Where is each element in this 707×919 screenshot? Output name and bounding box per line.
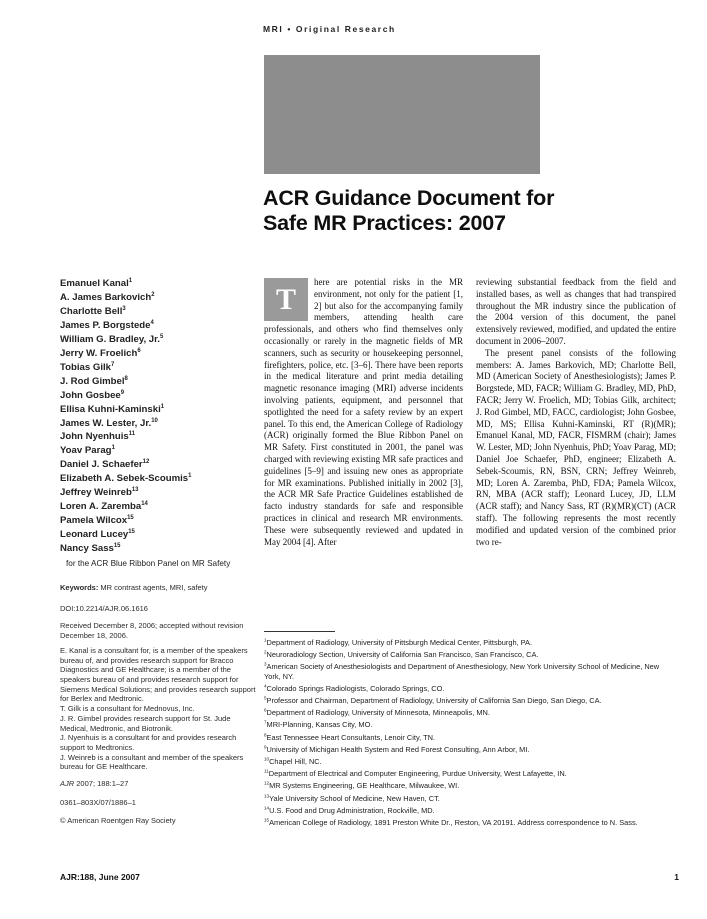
footnote-text: Department of Electrical and Computer Engineering, Purdue University, West Lafayette, IN. <box>268 769 567 779</box>
citation-volume-pages: 2007; 188:1–27 <box>74 779 129 789</box>
footnote-number: 13 <box>264 793 270 799</box>
keywords-value: MR contrast agents, MRI, safety <box>98 583 208 593</box>
body-paragraph-continuation: reviewing substantial feedback from the field and installed bases, as well as changes that had transpired throughout the MR industry since the publication of the 2004 version of this document, the panel extensively reviewed, modified, and updated the entire document in 2006–2007. <box>476 277 676 346</box>
article-title-line1: ACR Guidance Document for <box>263 186 555 210</box>
running-head: MRI • Original Research <box>263 24 396 34</box>
footnote-number: 2 <box>264 649 267 655</box>
affiliation-footnote <box>264 638 676 647</box>
disclosure-note: T. Gilk is a consultant for Mednovus, Inc. <box>60 704 195 714</box>
author-affiliation-superscript: 13 <box>131 487 139 494</box>
footnote-number: 6 <box>264 707 267 713</box>
dropcap-box <box>264 278 308 321</box>
footnote-text: Professor and Chairman, Department of Radiology, University of California San Diego, San Diego, CA. <box>266 696 602 706</box>
citation-line <box>60 779 258 789</box>
author-name <box>60 528 258 542</box>
author-list <box>60 277 258 556</box>
author-name <box>60 417 258 431</box>
footnote-text: Department of Radiology, University of Minnesota, Minneapolis, MN. <box>266 708 490 718</box>
author-name-text: Elizabeth A. Sebek-Scoumis <box>60 473 189 485</box>
affiliation-footnote <box>264 696 676 705</box>
page-number: 1 <box>674 872 679 882</box>
author-affiliation-superscript: 14 <box>141 501 148 508</box>
disclosure-notes <box>60 646 258 772</box>
author-name <box>60 500 258 514</box>
panel-note: for the ACR Blue Ribbon Panel on MR Safety <box>66 559 231 569</box>
footnote-number: 11 <box>264 768 269 774</box>
issn-line: 0361–803X/07/1886–1 <box>60 797 136 807</box>
footnote-text: American College of Radiology, 1891 Preston White Dr., Reston, VA 20191. Address correspondence to N. Sass. <box>269 817 638 827</box>
author-name <box>60 542 258 556</box>
author-name <box>60 514 258 528</box>
citation-journal-name: AJR <box>60 779 75 789</box>
disclosure-note: E. Kanal is a consultant for, is a member of the speakers bureau of, and provides research support for Bracco Diagnostics and GE Healthcare; is a member of the speakers bureau of and provides research support for Siemens Medical Solutions; and provides research support for Berlex and Medtronic. <box>60 645 256 704</box>
affiliation-footnote <box>264 708 676 717</box>
author-name <box>60 486 258 500</box>
affiliation-footnote <box>264 745 676 754</box>
author-name <box>60 347 258 361</box>
footnote-text: Chapel Hill, NC. <box>269 756 322 766</box>
affiliation-footnote <box>264 684 676 693</box>
author-affiliation-superscript: 9 <box>120 389 125 396</box>
article-title-line2: Safe MR Practices: 2007 <box>263 211 506 235</box>
author-affiliation-superscript: 2 <box>151 291 155 298</box>
author-name <box>60 375 258 389</box>
affiliation-footnote <box>264 757 676 766</box>
footnote-text: Department of Radiology, University of Pittsburgh Medical Center, Pittsburgh, PA. <box>266 638 533 647</box>
footnote-number: 10 <box>264 756 270 762</box>
copyright-line: © American Roentgen Ray Society <box>60 816 176 826</box>
footnote-divider <box>264 631 335 632</box>
author-name-text: James P. Borgstede <box>60 319 151 331</box>
author-name-text: Tobias Gilk <box>60 361 111 373</box>
author-name-text: Jerry W. Froelich <box>60 347 138 359</box>
footnote-text: East Tennessee Heart Consultants, Lenoir City, TN. <box>266 732 435 742</box>
author-affiliation-superscript: 3 <box>122 305 126 312</box>
affiliation-footnote <box>264 806 676 815</box>
author-affiliation-superscript: 4 <box>150 319 154 326</box>
footnote-text: MRI-Planning, Kansas City, MO. <box>266 720 373 730</box>
disclosure-note: J. Weinreb is a consultant and member of the speakers bureau for GE Healthcare. <box>60 752 244 772</box>
author-name-text: Leonard Lucey <box>60 529 129 541</box>
footnote-number: 12 <box>264 780 270 786</box>
disclosure-note: J. R. Gimbel provides research support for St. Jude Medical, Medtronic, and Biotronik. <box>60 713 231 733</box>
footnote-number: 8 <box>264 732 267 738</box>
article-title <box>263 186 693 236</box>
author-name-text: John Gosbee <box>60 389 121 401</box>
footnote-number: 5 <box>264 695 267 701</box>
footnote-text: University of Michigan Health System and Red Forest Consulting, Ann Arbor, MI. <box>266 744 530 754</box>
affiliation-footnote <box>264 650 676 659</box>
author-name-text: Emanuel Kanal <box>60 278 129 289</box>
author-name-text: Charlotte Bell <box>60 305 123 317</box>
author-name-text: James W. Lester, Jr. <box>60 417 152 429</box>
doi-line: DOI:10.2214/AJR.06.1616 <box>60 603 148 613</box>
author-name-text: Ellisa Kuhni-Kaminski <box>60 403 161 415</box>
footnote-number: 9 <box>264 744 267 750</box>
affiliation-footnote <box>264 769 676 778</box>
author-name-text: J. Rod Gimbel <box>60 375 125 387</box>
received-note: Received December 8, 2006; accepted without revision December 18, 2006. <box>60 621 244 641</box>
author-name <box>60 389 258 403</box>
disclosure-note: J. Nyenhuis is a consultant for and provides research support to Medtronics. <box>60 733 237 752</box>
footnote-number: 4 <box>264 683 267 689</box>
author-name-text: A. James Barkovich <box>60 291 152 303</box>
author-name-text: John Nyenhuis <box>60 431 129 443</box>
author-affiliation-superscript: 1 <box>128 277 133 284</box>
keywords-label: Keywords: <box>60 583 99 593</box>
author-name <box>60 291 258 305</box>
affiliation-footnotes <box>264 638 676 830</box>
body-paragraph-panel-members: The present panel consists of the following members: A. James Barkovich, MD; Charlotte Bell, MD (American Society of Anesthesiologists); James P. Borgstede, MD, FACR; William G. Bradley, MD, PhD, FACR; Jerry W. Froelich, MD; Tobias Gilk, architect; J. Rod Gimbel, MD, FACC, cardiologist; John Gosbee, MD, MS; Ellisa Kuhni-Kaminski, RT (R)(MR); Emanuel Kanal, MD, FACR, FISMRM (chair); James W. Lester, MD; John Nyenhuis, PhD; Yoav Parag, MD; Daniel Joe Schaefer, PhD, engineer; Elizabeth A. Sebek-Scoumis, RN, BSN, CRN; Jeffrey Weinreb, MD; Loren A. Zaremba, PhD, FDA; Pamela Wilcox, RN, MBA (ACR staff); Leonard Lucey, JD, LLM (ACR staff); and Nancy Sass, RT (R)(MR)(CT) (ACR staff). The following represents the most recently modified and updated version of the combined prior two re- <box>476 347 676 547</box>
dropcap-letter: T <box>275 282 296 316</box>
footnote-number: 14 <box>264 805 270 811</box>
author-affiliation-superscript: 5 <box>159 333 164 340</box>
author-name-text: Pamela Wilcox <box>60 515 128 527</box>
footnote-number: 3 <box>264 661 267 667</box>
author-affiliation-superscript: 15 <box>128 528 135 535</box>
author-name <box>60 361 258 375</box>
intro-paragraph: here are potential risks in the MR environment, not only for the patient [1, 2] but also for the accompanying family members, attending health care professionals, and others who find themselves only occasionally or rarely in the magnetic fields of MR scanners, such as security or housekeeping personnel, firefighters, police, etc. [3–6]. There have been reports in the medical literature and print media detailing magnetic resonance imaging (MRI) adverse incidents involving patients, equipment, and personnel that spotlighted the need for a safety review by an expert panel. To this end, the American College of Radiology (ACR) originally formed the Blue Ribbon Panel on MR Safety. First constituted in 2001, the panel was charged with reviewing existing MR safe practices and guidelines [5–9] and issuing new ones as appropriate for MR examinations. Published initially in 2002 [3], the ACR MR Safe Practice Guidelines established de facto industry standards for safe and responsible practices in clinical and research MR environments. These were subsequently reviewed and updated in May 2004 [4]. After <box>264 277 463 547</box>
body-column-2 <box>476 277 676 548</box>
affiliation-footnote <box>264 733 676 742</box>
author-affiliation-superscript: 1 <box>188 473 192 480</box>
author-name-text: Yoav Parag <box>60 445 112 457</box>
footnote-text: Neuroradiology Section, University of California San Francisco, San Francisco, CA. <box>266 650 539 660</box>
keywords-line <box>60 583 258 593</box>
author-name <box>60 305 258 319</box>
author-affiliation-superscript: 1 <box>160 403 165 410</box>
author-affiliation-superscript: 15 <box>127 515 134 522</box>
affiliation-footnote <box>264 662 676 681</box>
author-name <box>60 333 258 347</box>
author-name-text: Jeffrey Weinreb <box>60 487 132 499</box>
footnote-number: 1 <box>264 637 267 643</box>
sidebar <box>60 277 258 826</box>
affiliation-footnote <box>264 794 676 803</box>
author-affiliation-superscript: 8 <box>124 375 128 382</box>
journal-footer: AJR:188, June 2007 <box>60 872 140 882</box>
footnote-number: 15 <box>264 817 270 823</box>
footnote-text: U.S. Food and Drug Administration, Rockville, MD. <box>269 805 435 815</box>
author-affiliation-superscript: 10 <box>151 417 158 424</box>
author-name <box>60 403 258 417</box>
affiliation-footnote <box>264 818 676 827</box>
header-image-placeholder <box>264 55 540 174</box>
footnote-number: 7 <box>264 719 267 725</box>
author-affiliation-superscript: 12 <box>142 459 150 466</box>
author-name-text: Loren A. Zaremba <box>60 501 142 513</box>
body-column-1 <box>264 277 463 548</box>
author-affiliation-superscript: 11 <box>128 431 136 438</box>
footnote-text: Yale University School of Medicine, New Haven, CT. <box>269 793 440 803</box>
author-name-text: Daniel J. Schaefer <box>60 459 143 471</box>
author-name <box>60 472 258 486</box>
author-name-text: Nancy Sass <box>60 543 114 555</box>
author-name <box>60 444 258 458</box>
affiliation-footnote <box>264 781 676 790</box>
footnote-text: Colorado Springs Radiologists, Colorado Springs, CO. <box>266 683 445 693</box>
author-affiliation-superscript: 6 <box>137 347 141 354</box>
author-name <box>60 319 258 333</box>
affiliation-footnote <box>264 720 676 729</box>
footnote-text: MR Systems Engineering, GE Healthcare, Milwaukee, WI. <box>269 781 460 791</box>
author-name <box>60 277 258 291</box>
author-name-text: William G. Bradley, Jr. <box>60 333 160 345</box>
author-name <box>60 458 258 472</box>
author-affiliation-superscript: 1 <box>111 445 115 452</box>
author-name <box>60 430 258 444</box>
author-affiliation-superscript: 7 <box>111 361 115 368</box>
author-affiliation-superscript: 15 <box>113 542 121 549</box>
footnote-text: American Society of Anesthesiologists and Department of Anesthesiology, New York University School of Medicine, New York, NY. <box>264 662 660 681</box>
